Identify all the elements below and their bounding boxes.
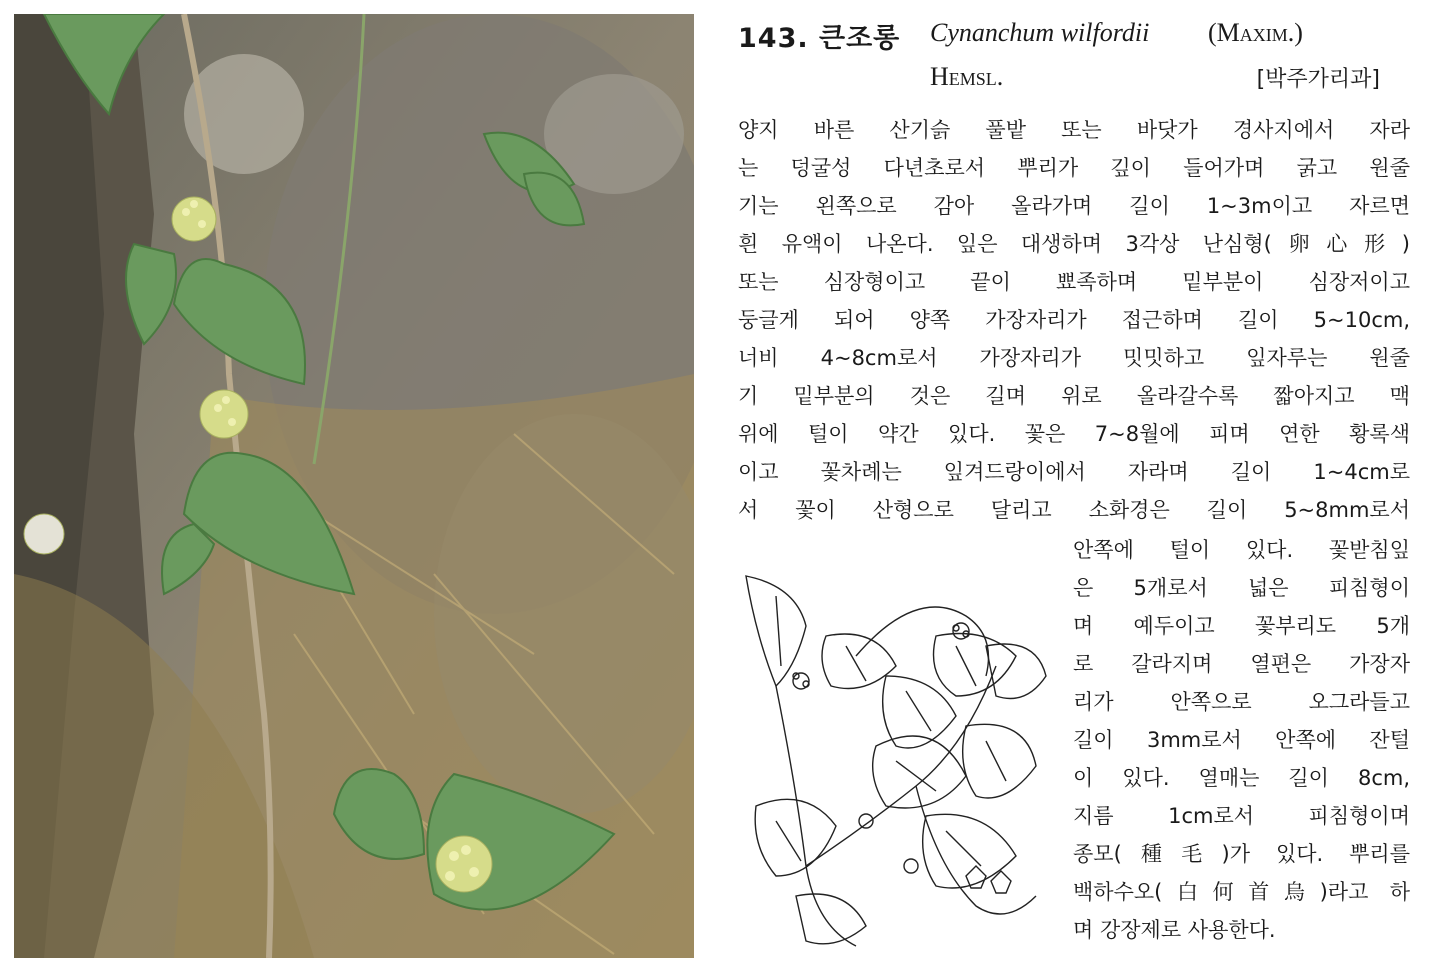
text-line: 안쪽에 털이 있다. 꽃받침잎: [1073, 538, 1410, 562]
text-line: 백하수오(白何首烏)라고 하: [1073, 880, 1410, 904]
text-line: 로 갈라지며 열편은 가장자: [1073, 652, 1410, 676]
text-line: 위에 털이 약간 있다. 꽃은 7~8월에 피며 연한 황록색: [738, 422, 1410, 446]
text-line: 기 밑부분의 것은 길며 위로 올라갈수록 짧아지고 맥: [738, 384, 1410, 408]
text-line: 길이 3mm로서 안쪽에 잔털: [1073, 728, 1410, 752]
text-line: 이 있다. 열매는 길이 8cm,: [1073, 766, 1410, 790]
text-line: 는 덩굴성 다년초로서 뿌리가 깊이 들어가며 굵고 원줄: [738, 156, 1410, 180]
scientific-name: Cynanchum wilfordii: [930, 18, 1150, 47]
text-line: 지름 1cm로서 피침형이며: [1073, 804, 1410, 828]
text-line: 리가 안쪽으로 오그라들고: [1073, 690, 1410, 714]
text-line: 흰 유액이 나온다. 잎은 대생하며 3각상 난심형(卵心形): [738, 232, 1410, 256]
family-name: [박주가리과]: [1256, 67, 1380, 92]
text-line: 은 5개로서 넓은 피침형이: [1073, 576, 1410, 600]
text-line: 서 꽃이 산형으로 달리고 소화경은 길이 5~8mm로서: [738, 498, 1410, 522]
text-line: 종모(種毛)가 있다. 뿌리를: [1073, 842, 1410, 866]
botanical-illustration: [736, 566, 1056, 956]
plant-photo: [14, 14, 694, 958]
text-line: 둥글게 되어 양쪽 가장자리가 접근하며 길이 5~10cm,: [738, 308, 1410, 332]
text-line: 또는 심장형이고 끝이 뾰족하며 밑부분이 심장저이고: [738, 270, 1410, 294]
author-part2: Hemsl.: [930, 62, 1004, 91]
text-line: 양지 바른 산기슭 풀밭 또는 바닷가 경사지에서 자라: [738, 118, 1410, 142]
text-line: 너비 4~8cm로서 가장자리가 밋밋하고 잎자루는 원줄: [738, 346, 1410, 370]
text-line: 기는 왼쪽으로 감아 올라가며 길이 1~3m이고 자르면: [738, 194, 1410, 218]
text-line: 이고 꽃차례는 잎겨드랑이에서 자라며 길이 1~4cm로: [738, 460, 1410, 484]
text-line: 며 예두이고 꽃부리도 5개: [1073, 614, 1410, 638]
text-line: 며 강장제로 사용한다.: [1073, 918, 1276, 942]
author-part1: (Maxim.): [1208, 18, 1303, 47]
entry-header: [738, 16, 1418, 96]
entry-title: 143. 큰조롱: [738, 23, 901, 54]
